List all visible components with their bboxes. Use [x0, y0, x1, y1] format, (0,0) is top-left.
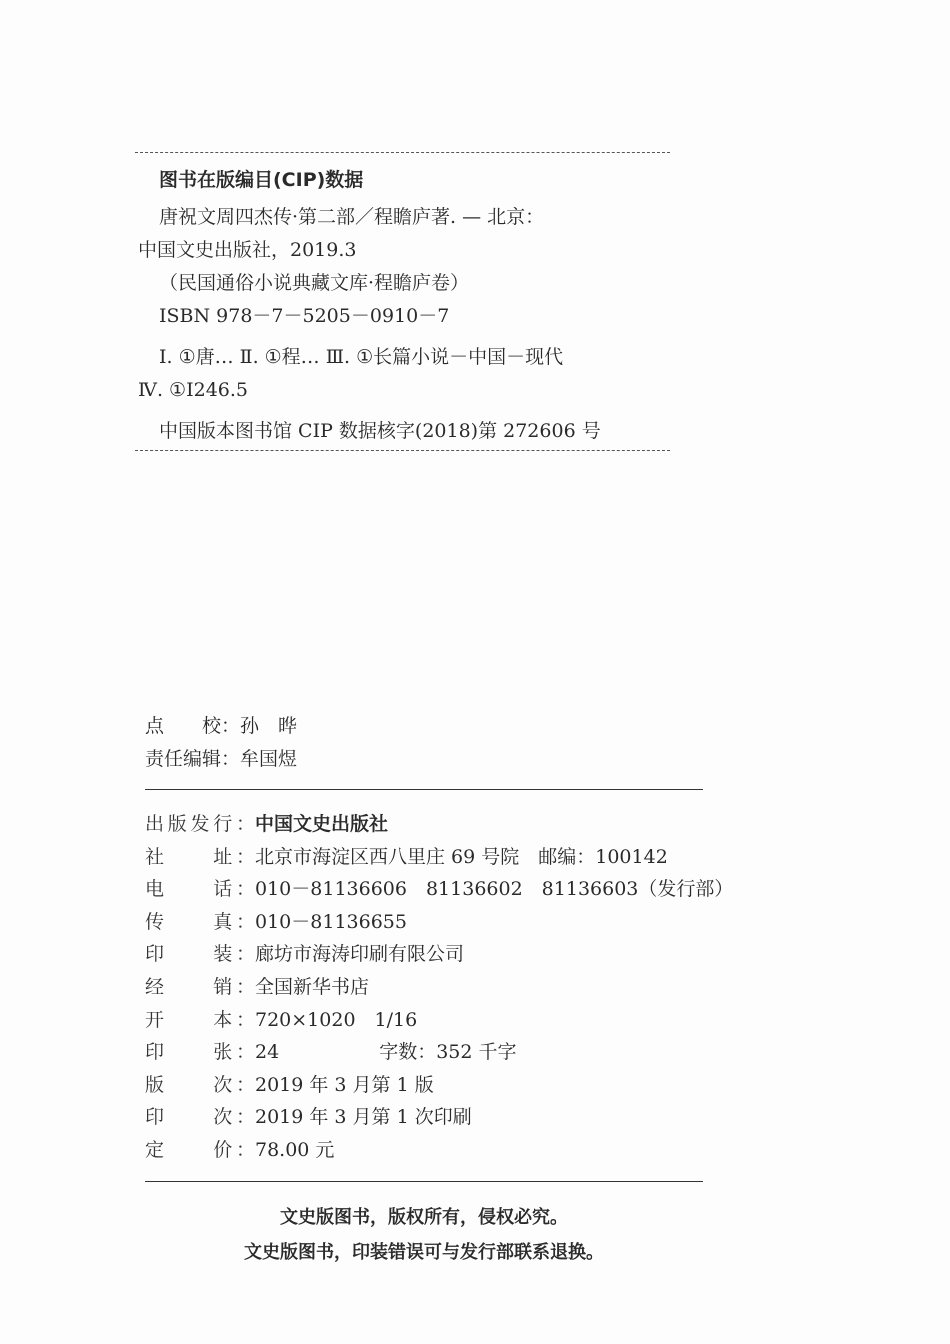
pub-row-phone [145, 873, 733, 906]
cip-bottom-divider [135, 450, 670, 451]
pub-value: 010－81136606 81136602 81136603（发行部） [255, 878, 734, 901]
cip-classification: Ⅰ. ①唐… Ⅱ. ①程… Ⅲ. ①长篇小说－中国－现代 [159, 346, 564, 368]
publication-info [145, 808, 733, 1167]
publication-top-rule [145, 789, 703, 790]
pub-value: 010－81136655 [255, 910, 407, 933]
pub-row-sheets [145, 1036, 733, 1069]
cip-isbn: ISBN 978－7－5205－0910－7 [159, 305, 450, 327]
cip-bibliographic-line: 唐祝文周四杰传·第二部／程瞻庐著. — 北京： [159, 206, 545, 228]
credits-block [145, 710, 297, 776]
pub-label: 开 本： [145, 1008, 255, 1031]
cip-top-divider [135, 152, 670, 153]
cip-record-number: 中国版本图书馆 CIP 数据核字(2018)第 272606 号 [159, 420, 601, 442]
pub-label: 版 次： [145, 1073, 255, 1096]
credit-editor [145, 743, 297, 776]
credit-label: 责任编辑： [145, 748, 241, 770]
cip-publisher-line: 中国文史出版社，2019.3 [138, 239, 357, 261]
pub-label: 定 价： [145, 1138, 255, 1161]
pub-label: 印 次： [145, 1106, 255, 1129]
copyright-notice: 文史版图书，版权所有，侵权必究。 [280, 1207, 568, 1228]
pub-row-distributor [145, 971, 733, 1004]
pub-label: 印 张： [145, 1041, 255, 1064]
pub-value: 2019 年 3 月第 1 版 [255, 1073, 434, 1096]
pub-value: 北京市海淀区西八里庄 69 号院 邮编：100142 [255, 845, 668, 868]
publication-bottom-rule [145, 1181, 703, 1182]
pub-label: 社 址： [145, 845, 255, 868]
credit-value: 孙 晔 [240, 715, 298, 737]
pub-row-address [145, 841, 733, 874]
return-notice: 文史版图书，印装错误可与发行部联系退换。 [244, 1242, 604, 1263]
credit-proofreader [145, 710, 297, 743]
pub-row-format [145, 1004, 733, 1037]
pub-value: 全国新华书店 [255, 975, 370, 998]
pub-label: 出版发行： [145, 813, 255, 835]
pub-label: 经 销： [145, 975, 255, 998]
pub-value: 720×1020 1/16 [255, 1008, 418, 1031]
pub-value: 廊坊市海涛印刷有限公司 [255, 943, 465, 966]
credit-label: 点 校： [145, 715, 241, 737]
cip-title: 图书在版编目(CIP)数据 [159, 169, 364, 191]
pub-value: 24 [255, 1041, 280, 1064]
pub-value: 78.00 元 [255, 1138, 335, 1161]
cip-series-line: （民国通俗小说典藏文库·程瞻庐卷） [159, 272, 470, 294]
cip-classification-number: Ⅳ. ①I246.5 [138, 379, 248, 401]
pub-word-count: 字数：352 千字 [379, 1041, 517, 1064]
pub-value: 中国文史出版社 [255, 813, 389, 835]
credit-value: 牟国煜 [240, 748, 298, 770]
pub-label: 传 真： [145, 910, 255, 933]
pub-label: 印 装： [145, 943, 255, 966]
pub-row-printer [145, 938, 733, 971]
pub-row-printing [145, 1101, 733, 1134]
pub-row-fax [145, 906, 733, 939]
pub-row-price [145, 1134, 733, 1167]
cip-block [135, 152, 670, 451]
pub-value: 2019 年 3 月第 1 次印刷 [255, 1106, 472, 1129]
cip-body [135, 201, 670, 448]
pub-label: 电 话： [145, 878, 255, 901]
pub-row-publisher [145, 808, 733, 841]
pub-row-edition [145, 1069, 733, 1102]
